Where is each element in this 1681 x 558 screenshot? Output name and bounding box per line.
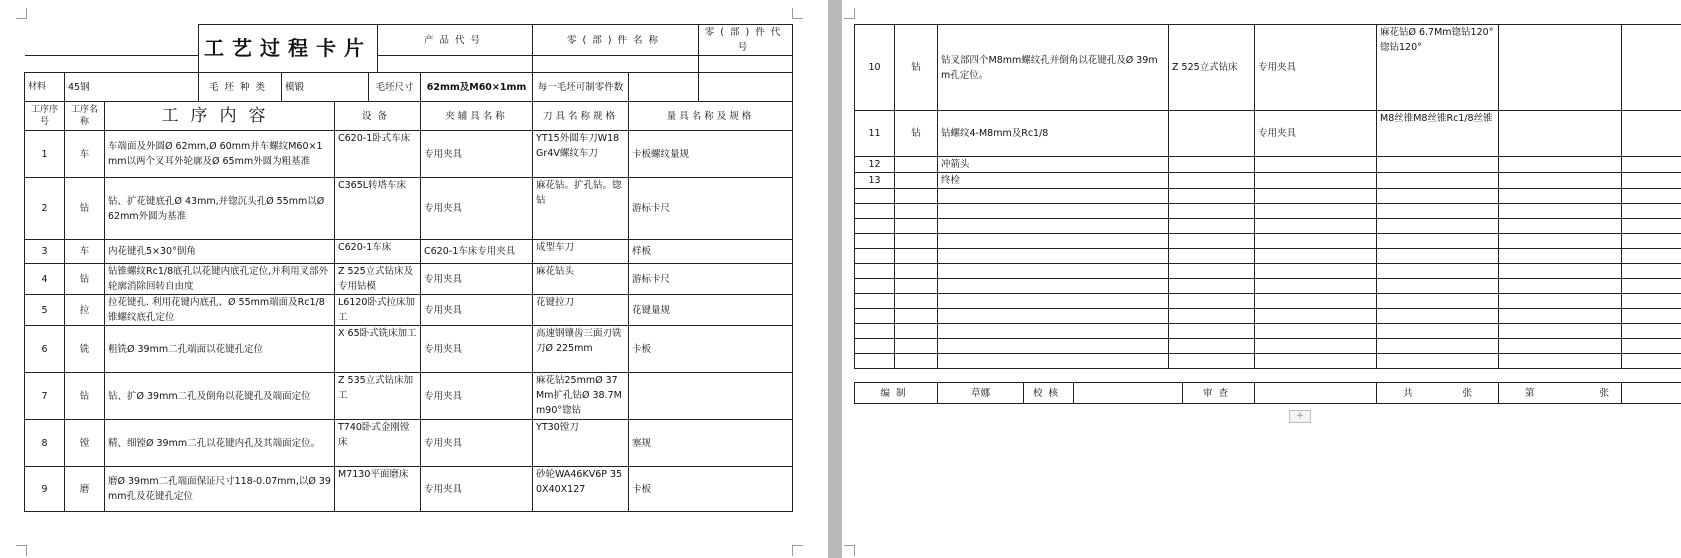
- blank-cell[interactable]: [1622, 354, 1681, 369]
- crop-mark: [792, 8, 803, 19]
- process-rows: [25, 131, 793, 512]
- col-content-header: 工序内容: [105, 102, 335, 131]
- blank-cell[interactable]: [855, 189, 895, 204]
- blank-cell[interactable]: [855, 249, 895, 264]
- blank-cell[interactable]: [895, 234, 938, 249]
- blank-cell[interactable]: [938, 354, 1169, 369]
- table-row: [855, 173, 1681, 189]
- cell-seq[interactable]: 4: [25, 264, 65, 295]
- blank-cell[interactable]: [1169, 294, 1255, 309]
- blank-cell[interactable]: [895, 264, 938, 279]
- cell-gauge[interactable]: 塞规: [629, 420, 793, 467]
- blank-cell[interactable]: [1169, 279, 1255, 294]
- blank-cell[interactable]: [1255, 234, 1377, 249]
- add-row-button[interactable]: +: [1289, 410, 1311, 423]
- table-row: [855, 25, 1681, 111]
- blank-cell[interactable]: [895, 189, 938, 204]
- cell-tool[interactable]: 花键拉刀: [533, 295, 629, 326]
- blank-cell[interactable]: [1499, 309, 1622, 324]
- cell-gauge[interactable]: 卡板螺纹量规: [629, 131, 793, 178]
- cell-tool[interactable]: 成型车刀: [533, 240, 629, 264]
- document-page-2: [842, 0, 1681, 558]
- cell-equipment[interactable]: C620-1卧式车床: [335, 131, 421, 178]
- blank-cell[interactable]: [938, 339, 1169, 354]
- cell-equipment[interactable]: L6120卧式拉床加工: [335, 295, 421, 326]
- cell-tool[interactable]: [1377, 173, 1499, 189]
- blank-cell[interactable]: [1169, 249, 1255, 264]
- blank-cell[interactable]: [1377, 219, 1499, 234]
- cell-seq[interactable]: 1: [25, 131, 65, 178]
- page-label: 第: [1525, 387, 1535, 399]
- cell-equipment[interactable]: X 65卧式铣床加工: [335, 326, 421, 373]
- blank-cell[interactable]: [855, 219, 895, 234]
- blank-cell[interactable]: [1622, 189, 1681, 204]
- blank-cell[interactable]: [1377, 264, 1499, 279]
- blank-cell[interactable]: [1499, 354, 1622, 369]
- cell-fixture[interactable]: [1255, 173, 1377, 189]
- cell-equipment[interactable]: [1169, 111, 1255, 157]
- blank-cell[interactable]: [1255, 264, 1377, 279]
- material-value: 45钢: [65, 73, 199, 102]
- cell-tool[interactable]: YT15外圆车刀W18Gr4V螺纹车刀: [533, 131, 629, 178]
- blank-cell[interactable]: [1255, 189, 1377, 204]
- blank-cell[interactable]: [1377, 309, 1499, 324]
- blank-cell[interactable]: [1499, 234, 1622, 249]
- blank-cell[interactable]: [855, 204, 895, 219]
- cell-name[interactable]: 车: [65, 240, 105, 264]
- cell-name[interactable]: [895, 173, 938, 189]
- blank-cell[interactable]: [895, 339, 938, 354]
- table-row: [25, 420, 793, 467]
- cell-name[interactable]: 钻: [65, 373, 105, 420]
- cell-equipment[interactable]: C365L转塔车床: [335, 178, 421, 240]
- blank-row: [855, 204, 1681, 219]
- blank-cell[interactable]: [1169, 204, 1255, 219]
- blank-cell[interactable]: [938, 264, 1169, 279]
- cell-equipment[interactable]: Z 535立式钻床加工: [335, 373, 421, 420]
- blank-cell[interactable]: [1622, 279, 1681, 294]
- cell-content[interactable]: 精、细镗Ø 39mm二孔以花键内孔及其端面定位。: [105, 420, 335, 467]
- card-title: 工艺过程卡片: [199, 25, 378, 73]
- blank-cell[interactable]: [855, 324, 895, 339]
- blank-cell[interactable]: [855, 234, 895, 249]
- table-row: [25, 240, 793, 264]
- blank-cell[interactable]: [1255, 354, 1377, 369]
- table-row: [25, 264, 793, 295]
- crop-mark: [16, 8, 27, 19]
- blank-cell[interactable]: [938, 294, 1169, 309]
- blank-size-label: 毛坯尺寸: [369, 73, 421, 102]
- cell-seq[interactable]: 12: [855, 157, 895, 173]
- cell-seq[interactable]: 11: [855, 111, 895, 157]
- cell-gauge[interactable]: 卡板: [629, 467, 793, 512]
- cell-fixture[interactable]: 专用夹具: [421, 295, 533, 326]
- blank-row: [855, 249, 1681, 264]
- material-label: 材料: [25, 73, 65, 102]
- cell-name[interactable]: 铣: [65, 326, 105, 373]
- blank-cell[interactable]: [1255, 339, 1377, 354]
- blank-cell[interactable]: [1499, 339, 1622, 354]
- cell-name[interactable]: 钻: [895, 25, 938, 111]
- blank-cell[interactable]: [938, 279, 1169, 294]
- header-extra-cell: [699, 73, 793, 102]
- blank-cell[interactable]: [1169, 234, 1255, 249]
- blank-cell[interactable]: [1377, 234, 1499, 249]
- blank-cell[interactable]: [1622, 309, 1681, 324]
- blank-cell[interactable]: [938, 204, 1169, 219]
- cell-fixture[interactable]: 专用夹具: [421, 264, 533, 295]
- col-equipment-header: 设备: [335, 102, 421, 131]
- blank-cell[interactable]: [855, 264, 895, 279]
- cell-content[interactable]: 钻螺纹4-M8mm及Rc1/8: [938, 111, 1169, 157]
- cell-fixture[interactable]: [1255, 157, 1377, 173]
- cell-extra: [1622, 173, 1681, 189]
- per-blank-value[interactable]: [629, 73, 699, 102]
- blank-cell[interactable]: [895, 324, 938, 339]
- blank-cell[interactable]: [895, 249, 938, 264]
- total-label: 共: [1403, 387, 1413, 399]
- table-row: [25, 326, 793, 373]
- cell-equipment[interactable]: [1169, 173, 1255, 189]
- blank-cell[interactable]: [1377, 189, 1499, 204]
- part-code-label: 零(部)件代号: [699, 25, 793, 56]
- cell-content[interactable]: 粗铣Ø 39mm二孔端面以花键孔定位: [105, 326, 335, 373]
- page-gap: [828, 0, 842, 558]
- cell-fixture[interactable]: 专用夹具: [421, 467, 533, 512]
- cell-gauge[interactable]: 样板: [629, 240, 793, 264]
- blank-cell[interactable]: [1169, 324, 1255, 339]
- cell-fixture[interactable]: 专用夹具: [1255, 111, 1377, 157]
- process-card-table-continued: [854, 24, 1681, 369]
- col-name-header: 工序名称: [65, 102, 105, 131]
- cell-content[interactable]: 钻锥螺纹Rc1/8底孔以花键内底孔定位,并利用叉部外轮廓消除回转自由度: [105, 264, 335, 295]
- blank-cell[interactable]: [1622, 294, 1681, 309]
- signature-footer: [854, 382, 1681, 404]
- blank-cell[interactable]: [1377, 279, 1499, 294]
- cell-fixture[interactable]: 专用夹具: [421, 326, 533, 373]
- blank-row: [855, 339, 1681, 354]
- compile-label: 编制: [855, 383, 938, 404]
- cell-seq[interactable]: 8: [25, 420, 65, 467]
- blank-cell[interactable]: [1622, 264, 1681, 279]
- col-tool-header: 刀具名称规格: [533, 102, 629, 131]
- cell-tool[interactable]: 麻花钻Ø 6.7Mm锪钻120°锪钻120°: [1377, 25, 1499, 111]
- blank-cell[interactable]: [938, 309, 1169, 324]
- sheets-label: 张: [1462, 387, 1472, 399]
- cell-fixture[interactable]: 专用夹具: [421, 420, 533, 467]
- cell-name[interactable]: 钻: [65, 178, 105, 240]
- blank-cell[interactable]: [1169, 189, 1255, 204]
- cell-gauge[interactable]: 游标卡尺: [629, 178, 793, 240]
- per-blank-label: 每一毛坯可制零件数: [533, 73, 629, 102]
- blank-cell[interactable]: [1622, 324, 1681, 339]
- blank-cell[interactable]: [1499, 264, 1622, 279]
- cell-name[interactable]: 镗: [65, 420, 105, 467]
- blank-cell[interactable]: [938, 219, 1169, 234]
- blank-cell[interactable]: [1499, 324, 1622, 339]
- cell-extra: [1622, 111, 1681, 157]
- cell-seq[interactable]: 9: [25, 467, 65, 512]
- cell-seq[interactable]: 3: [25, 240, 65, 264]
- col-fixture-header: 夹辅具名称: [421, 102, 533, 131]
- blank-cell[interactable]: [1377, 354, 1499, 369]
- cell-fixture[interactable]: C620-1车床专用夹具: [421, 240, 533, 264]
- cell-content[interactable]: 终检: [938, 173, 1169, 189]
- blank-cell[interactable]: [1255, 219, 1377, 234]
- cell-gauge[interactable]: 游标卡尺: [629, 264, 793, 295]
- table-row: [25, 131, 793, 178]
- blank-cell[interactable]: [895, 204, 938, 219]
- cell-tool[interactable]: 麻花钻头: [533, 264, 629, 295]
- cell-name[interactable]: [895, 157, 938, 173]
- blank-row: [855, 189, 1681, 204]
- cell-content[interactable]: 内花键孔5×30°倒角: [105, 240, 335, 264]
- cell-gauge[interactable]: [1499, 157, 1622, 173]
- cell-seq[interactable]: 6: [25, 326, 65, 373]
- cell-seq[interactable]: 7: [25, 373, 65, 420]
- crop-mark: [16, 545, 27, 556]
- cell-fixture[interactable]: 专用夹具: [1255, 25, 1377, 111]
- blank-cell[interactable]: [1255, 279, 1377, 294]
- cell-seq[interactable]: 2: [25, 178, 65, 240]
- blank-cell[interactable]: [895, 309, 938, 324]
- check-value[interactable]: [1074, 383, 1183, 404]
- table-row: [855, 111, 1681, 157]
- cell-tool[interactable]: YT30镗刀: [533, 420, 629, 467]
- cell-gauge[interactable]: [1499, 173, 1622, 189]
- blank-cell[interactable]: [895, 294, 938, 309]
- footer-extra-cell: [1622, 383, 1681, 404]
- review-label: 审查: [1183, 383, 1255, 404]
- cell-fixture[interactable]: 专用夹具: [421, 178, 533, 240]
- blank-cell[interactable]: [855, 309, 895, 324]
- blank-cell[interactable]: [1255, 249, 1377, 264]
- blank-cell[interactable]: [855, 354, 895, 369]
- blank-row: [855, 219, 1681, 234]
- table-row: [25, 295, 793, 326]
- process-rows-continued: [855, 25, 1681, 369]
- crop-mark: [844, 545, 855, 556]
- cell-equipment[interactable]: [1169, 157, 1255, 173]
- cell-tool[interactable]: 麻花钻25mmØ 37Mm扩孔钻Ø 38.7Mm90°锪钻: [533, 373, 629, 420]
- blank-row: [855, 264, 1681, 279]
- crop-mark: [792, 545, 803, 556]
- product-code-label: 产品代号: [378, 25, 533, 56]
- blank-row: [855, 294, 1681, 309]
- cell-tool[interactable]: [1377, 157, 1499, 173]
- crop-mark: [844, 8, 855, 19]
- cell-content[interactable]: 钻、扩Ø 39mm二孔及倒角以花键孔及端面定位: [105, 373, 335, 420]
- document-page-1: [0, 0, 828, 558]
- blank-row: [855, 279, 1681, 294]
- blank-cell[interactable]: [1377, 339, 1499, 354]
- cell-extra: [1622, 25, 1681, 111]
- table-row: [25, 373, 793, 420]
- blank-row: [855, 309, 1681, 324]
- blank-cell[interactable]: [1255, 324, 1377, 339]
- blank-cell[interactable]: [938, 234, 1169, 249]
- cell-extra: [1622, 157, 1681, 173]
- blank-cell[interactable]: [938, 324, 1169, 339]
- blank-cell[interactable]: [1622, 249, 1681, 264]
- cell-seq[interactable]: 10: [855, 25, 895, 111]
- cell-name[interactable]: 车: [65, 131, 105, 178]
- table-row: [25, 467, 793, 512]
- blank-cell[interactable]: [1169, 309, 1255, 324]
- cell-fixture[interactable]: 专用夹具: [421, 373, 533, 420]
- blank-type-value: 模锻: [282, 73, 369, 102]
- cell-tool[interactable]: 麻花钻。扩孔钻。锪钻: [533, 178, 629, 240]
- blank-cell[interactable]: [855, 339, 895, 354]
- cell-content[interactable]: 车端面及外圆Ø 62mm,Ø 60mm并车螺纹M60×1mm以两个叉耳外轮廓及Ø 65mm外圆为粗基准: [105, 131, 335, 178]
- col-gauge-header: 量具名称及规格: [629, 102, 793, 131]
- blank-cell[interactable]: [1499, 219, 1622, 234]
- compile-value: 草娜: [938, 383, 1024, 404]
- blank-cell[interactable]: [938, 249, 1169, 264]
- cell-name[interactable]: 拉: [65, 295, 105, 326]
- check-label: 校核: [1024, 383, 1074, 404]
- blank-row: [855, 234, 1681, 249]
- blank-cell[interactable]: [1169, 354, 1255, 369]
- product-code-value[interactable]: [378, 56, 533, 73]
- col-seq-header: 工序序号: [25, 102, 65, 131]
- blank-cell[interactable]: [855, 279, 895, 294]
- part-name-label: 零(部)件名称: [533, 25, 699, 56]
- blank-cell[interactable]: [938, 189, 1169, 204]
- cell-equipment[interactable]: Z 525立式钻床: [1169, 25, 1255, 111]
- cell-gauge[interactable]: [1499, 25, 1622, 111]
- blank-cell[interactable]: [1255, 204, 1377, 219]
- cell-content[interactable]: 钻、扩花键底孔Ø 43mm,并锪沉头孔Ø 55mm以Ø 62mm外圆为基准: [105, 178, 335, 240]
- blank-cell[interactable]: [1499, 294, 1622, 309]
- cell-content[interactable]: 冲箭头: [938, 157, 1169, 173]
- process-card-table: [24, 24, 793, 512]
- part-code-value[interactable]: [699, 56, 793, 73]
- blank-cell[interactable]: [1622, 339, 1681, 354]
- blank-cell[interactable]: [1377, 294, 1499, 309]
- blank-cell[interactable]: [1622, 234, 1681, 249]
- cell-tool[interactable]: 砂轮WA46KV6P 350X40X127: [533, 467, 629, 512]
- cell-equipment[interactable]: C620-1车床: [335, 240, 421, 264]
- blank-cell[interactable]: [1499, 189, 1622, 204]
- cell-content[interactable]: 磨Ø 39mm二孔端面保证尺寸118-0.07mm,以Ø 39mm孔及花键孔定位: [105, 467, 335, 512]
- cell-name[interactable]: 钻: [895, 111, 938, 157]
- blank-row: [855, 354, 1681, 369]
- blank-cell[interactable]: [895, 279, 938, 294]
- cell-equipment[interactable]: M7130平面磨床: [335, 467, 421, 512]
- cell-gauge[interactable]: 花键量规: [629, 295, 793, 326]
- blank-cell[interactable]: [895, 219, 938, 234]
- blank-cell[interactable]: [855, 294, 895, 309]
- blank-cell[interactable]: [1499, 204, 1622, 219]
- page-number-cell: [1499, 383, 1622, 404]
- cell-content[interactable]: 拉花键孔. 利用花键内底孔、Ø 55mm端面及Rc1/8锥螺纹底孔定位: [105, 295, 335, 326]
- blank-type-label: 毛坯种类: [199, 73, 282, 102]
- part-name-value[interactable]: [533, 56, 699, 73]
- blank-row: [855, 324, 1681, 339]
- total-sheets-cell: [1377, 383, 1499, 404]
- blank-cell[interactable]: [1377, 204, 1499, 219]
- blank-cell[interactable]: [1377, 249, 1499, 264]
- cell-gauge[interactable]: 卡板: [629, 326, 793, 373]
- cell-seq[interactable]: 13: [855, 173, 895, 189]
- blank-cell[interactable]: [1169, 219, 1255, 234]
- blank-cell[interactable]: [1255, 309, 1377, 324]
- blank-cell[interactable]: [1622, 219, 1681, 234]
- blank-cell[interactable]: [1499, 249, 1622, 264]
- blank-size-value: 62mm及M60×1mm: [421, 73, 533, 102]
- cell-equipment[interactable]: Z 525立式钻床及专用钻模: [335, 264, 421, 295]
- cell-name[interactable]: 磨: [65, 467, 105, 512]
- cell-name[interactable]: 钻: [65, 264, 105, 295]
- table-row: [855, 157, 1681, 173]
- blank-cell[interactable]: [1377, 324, 1499, 339]
- cell-fixture[interactable]: 专用夹具: [421, 131, 533, 178]
- cell-equipment[interactable]: T740卧式金刚镗床: [335, 420, 421, 467]
- cell-gauge[interactable]: [629, 373, 793, 420]
- cell-tool[interactable]: 高速钢镶齿三面刃铣刀Ø 225mm: [533, 326, 629, 373]
- blank-cell[interactable]: [895, 354, 938, 369]
- cell-gauge[interactable]: [1499, 111, 1622, 157]
- sheet-label: 张: [1599, 387, 1609, 399]
- blank-cell[interactable]: [1499, 279, 1622, 294]
- blank-cell[interactable]: [1169, 339, 1255, 354]
- table-row: [25, 178, 793, 240]
- blank-cell[interactable]: [1622, 204, 1681, 219]
- cell-seq[interactable]: 5: [25, 295, 65, 326]
- cell-content[interactable]: 钻叉部四个M8mm螺纹孔并倒角以花键孔及Ø 39mm孔定位。: [938, 25, 1169, 111]
- blank-cell[interactable]: [1169, 264, 1255, 279]
- blank-cell[interactable]: [1255, 294, 1377, 309]
- review-value[interactable]: [1255, 383, 1377, 404]
- cell-tool[interactable]: M8丝锥M8丝锥Rc1/8丝锥: [1377, 111, 1499, 157]
